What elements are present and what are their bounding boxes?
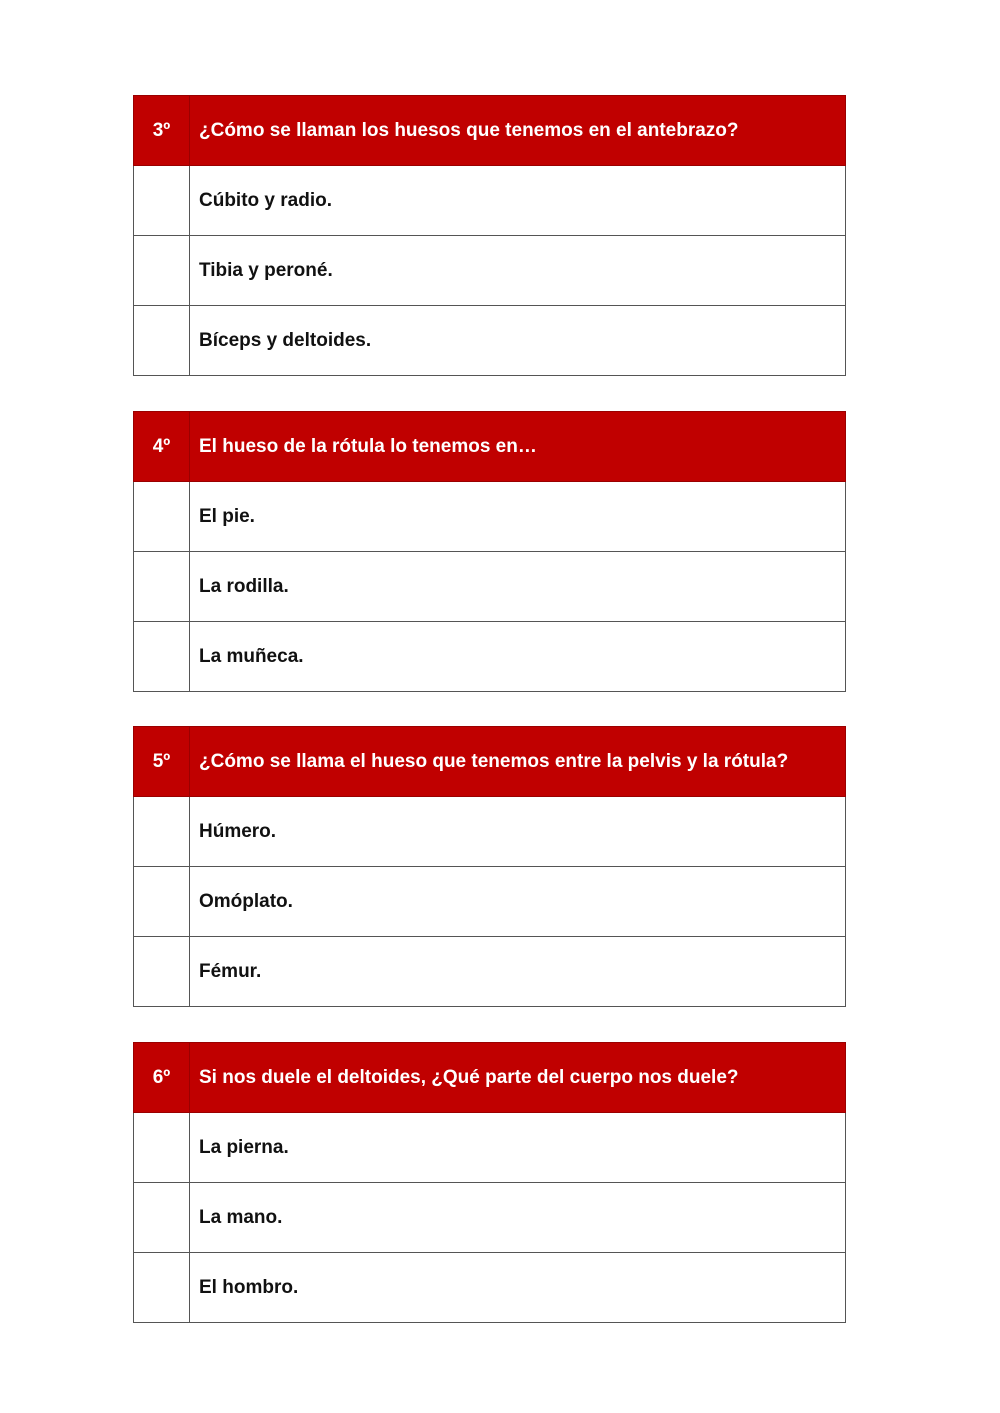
question-text: ¿Cómo se llaman los huesos que tenemos en el antebrazo? (190, 96, 846, 166)
answer-option[interactable]: La mano. (190, 1183, 846, 1253)
answer-row[interactable] (134, 1253, 846, 1323)
answer-checkbox-cell[interactable] (134, 1253, 190, 1323)
answer-checkbox-cell[interactable] (134, 1183, 190, 1253)
question-row (134, 96, 846, 166)
question-text: Si nos duele el deltoides, ¿Qué parte del cuerpo nos duele? (190, 1043, 846, 1113)
answer-option[interactable]: El hombro. (190, 1253, 846, 1323)
answer-option[interactable]: Fémur. (190, 937, 846, 1007)
answer-option[interactable]: La rodilla. (190, 552, 846, 622)
answer-checkbox-cell[interactable] (134, 937, 190, 1007)
answer-option[interactable]: La pierna. (190, 1113, 846, 1183)
answer-option[interactable]: La muñeca. (190, 622, 846, 692)
answer-row[interactable] (134, 1113, 846, 1183)
answer-row[interactable] (134, 306, 846, 376)
answer-row[interactable] (134, 482, 846, 552)
answer-checkbox-cell[interactable] (134, 482, 190, 552)
answer-checkbox-cell[interactable] (134, 797, 190, 867)
answer-row[interactable] (134, 797, 846, 867)
answer-option[interactable]: Tibia y peroné. (190, 236, 846, 306)
question-row (134, 412, 846, 482)
answer-checkbox-cell[interactable] (134, 306, 190, 376)
question-number: 5º (134, 727, 190, 797)
question-block-6 (133, 1042, 846, 1323)
answer-option[interactable]: Bíceps y deltoides. (190, 306, 846, 376)
answer-row[interactable] (134, 552, 846, 622)
answer-checkbox-cell[interactable] (134, 867, 190, 937)
question-text: ¿Cómo se llama el hueso que tenemos entre la pelvis y la rótula? (190, 727, 846, 797)
answer-option[interactable]: Cúbito y radio. (190, 166, 846, 236)
answer-checkbox-cell[interactable] (134, 166, 190, 236)
question-number: 3º (134, 96, 190, 166)
answer-row[interactable] (134, 867, 846, 937)
answer-checkbox-cell[interactable] (134, 1113, 190, 1183)
answer-row[interactable] (134, 622, 846, 692)
question-block-5 (133, 726, 846, 1007)
question-block-3 (133, 95, 846, 376)
answer-option[interactable]: El pie. (190, 482, 846, 552)
question-number: 4º (134, 412, 190, 482)
question-row (134, 727, 846, 797)
answer-row[interactable] (134, 236, 846, 306)
answer-option[interactable]: Omóplato. (190, 867, 846, 937)
answer-checkbox-cell[interactable] (134, 552, 190, 622)
answer-checkbox-cell[interactable] (134, 236, 190, 306)
answer-checkbox-cell[interactable] (134, 622, 190, 692)
question-number: 6º (134, 1043, 190, 1113)
question-text: El hueso de la rótula lo tenemos en… (190, 412, 846, 482)
question-row (134, 1043, 846, 1113)
answer-row[interactable] (134, 937, 846, 1007)
question-block-4 (133, 411, 846, 692)
answer-row[interactable] (134, 166, 846, 236)
answer-row[interactable] (134, 1183, 846, 1253)
answer-option[interactable]: Húmero. (190, 797, 846, 867)
